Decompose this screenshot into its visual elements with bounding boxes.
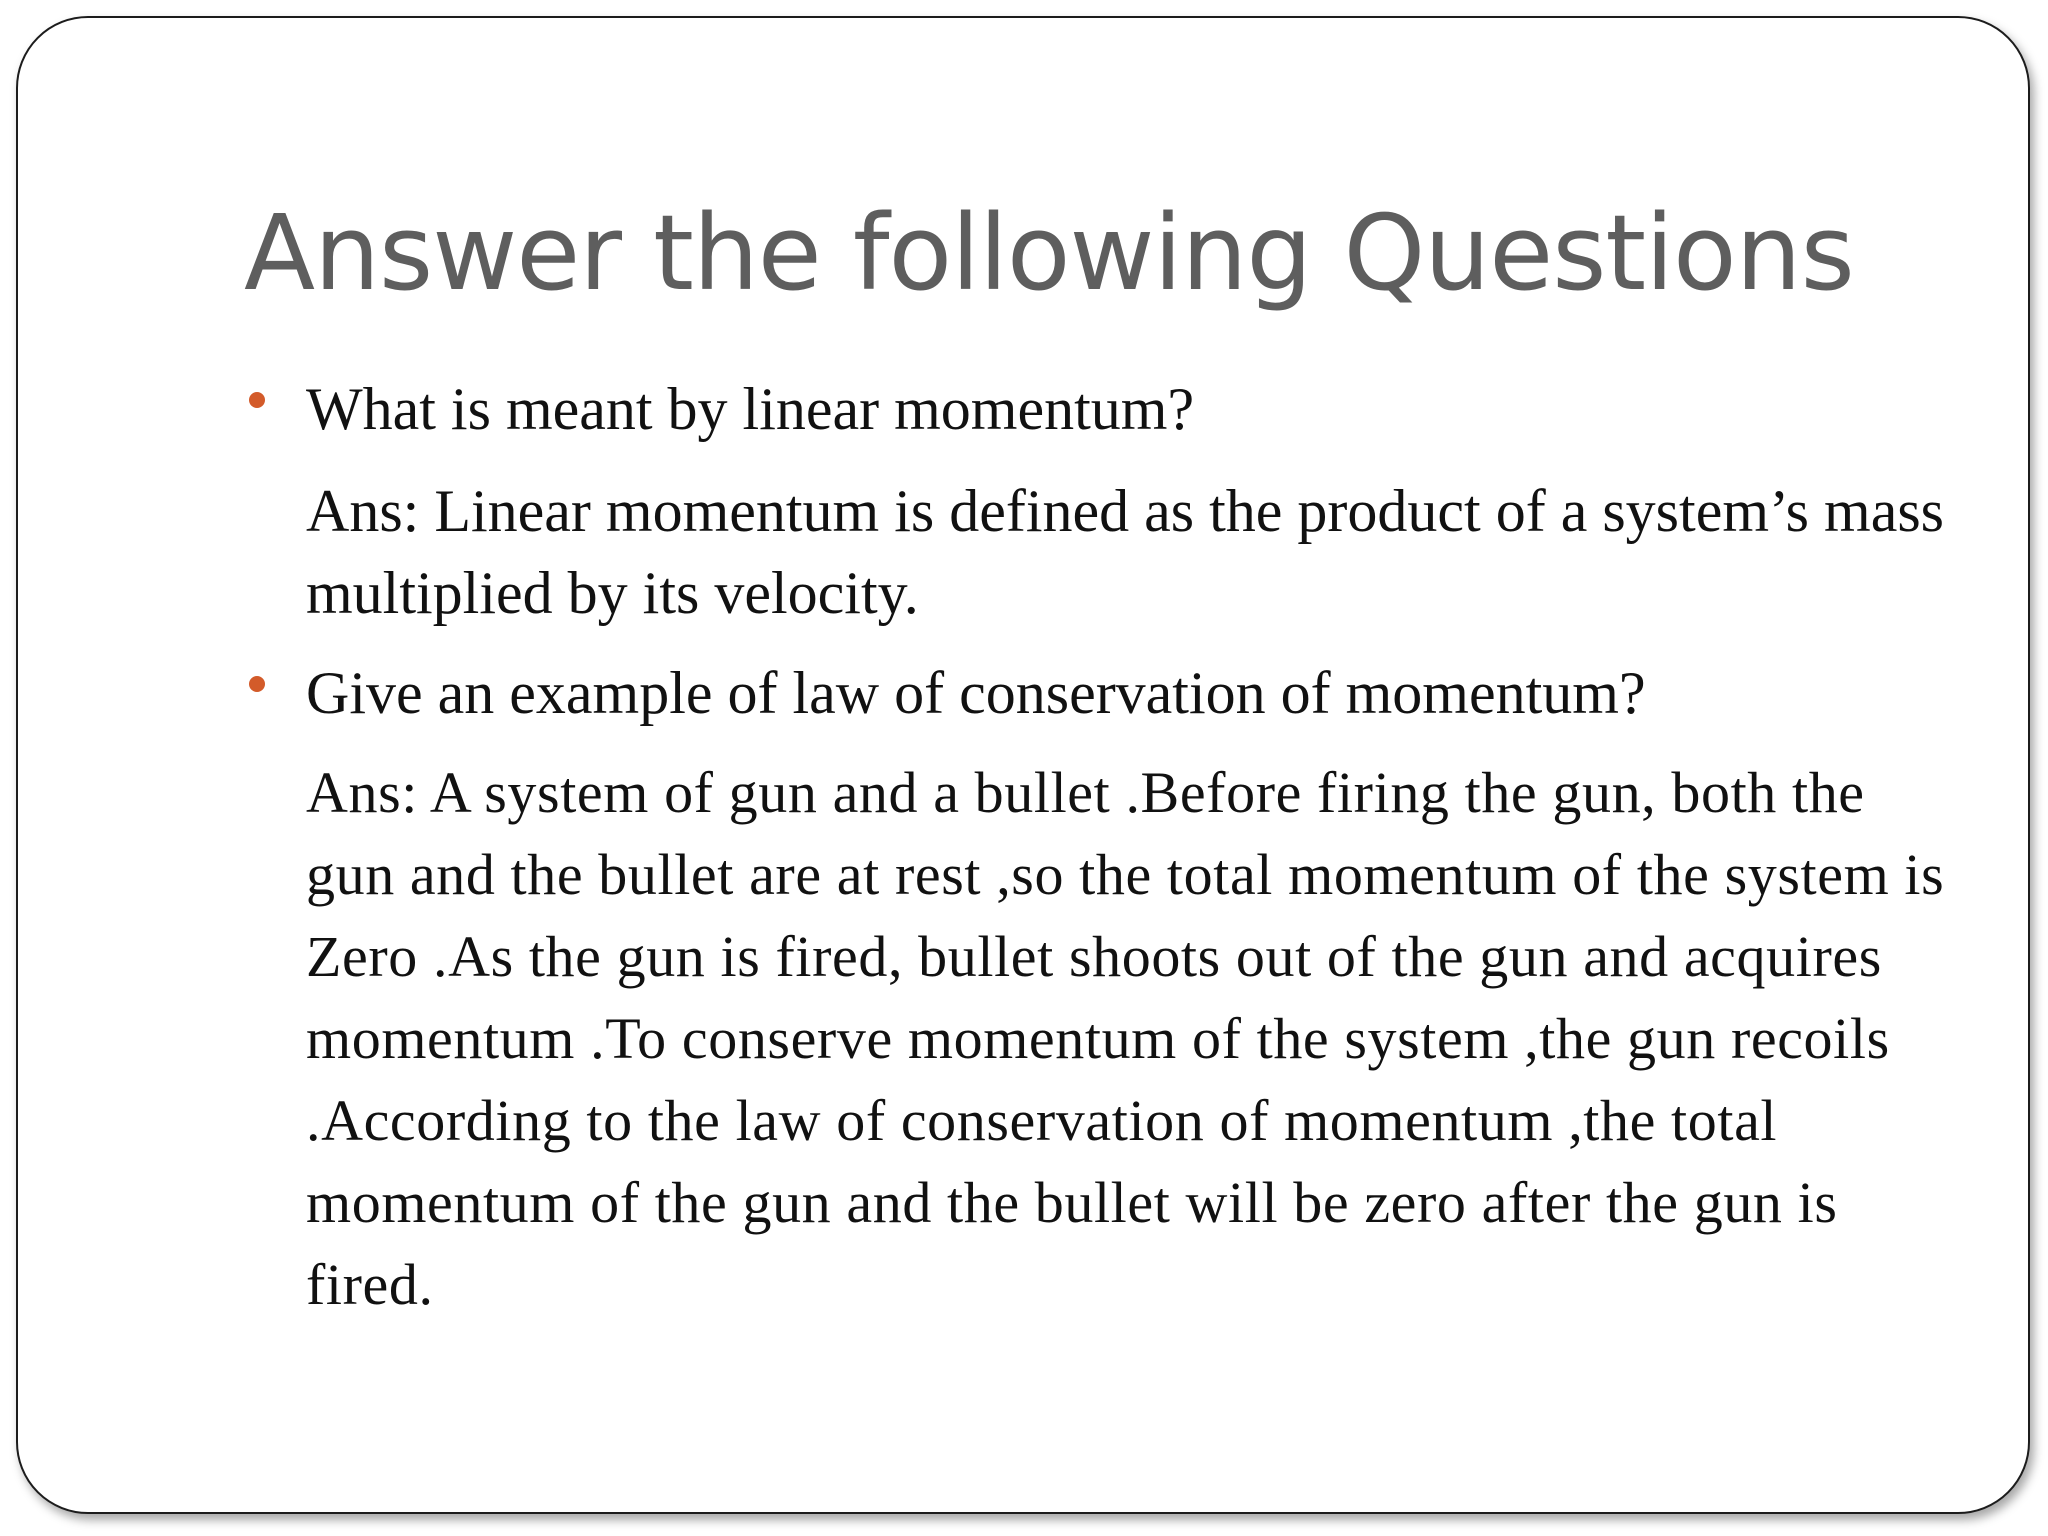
slide-frame	[16, 16, 2030, 1514]
question-item-1	[244, 368, 1964, 634]
slide-title: Answer the following Questions	[244, 192, 1854, 314]
bullet-dot-icon	[249, 676, 265, 692]
slide-content	[244, 368, 1964, 1326]
question-text-2: Give an example of law of conservation of momentum?	[306, 660, 1646, 726]
question-item-2	[244, 652, 1964, 1326]
bullet-dot-icon	[249, 392, 265, 408]
question-text-1: What is meant by linear momentum?	[306, 376, 1195, 442]
answer-text-1: Ans: Linear momentum is defined as the product of a system’s mass multiplied by its velocity.	[306, 478, 1945, 626]
answer-text-2: Ans: A system of gun and a bullet .Before firing the gun, both the gun and the bullet are at rest ,so the total momentum of the system is Zero .As the gun is fired, bullet shoots out of the gun and acquires momentum .To conserve momentum of the system ,the gun recoils .According to the law of conservation of momentum ,the total momentum of the gun and the bullet will be zero after the gun is fired.	[306, 760, 1945, 1317]
